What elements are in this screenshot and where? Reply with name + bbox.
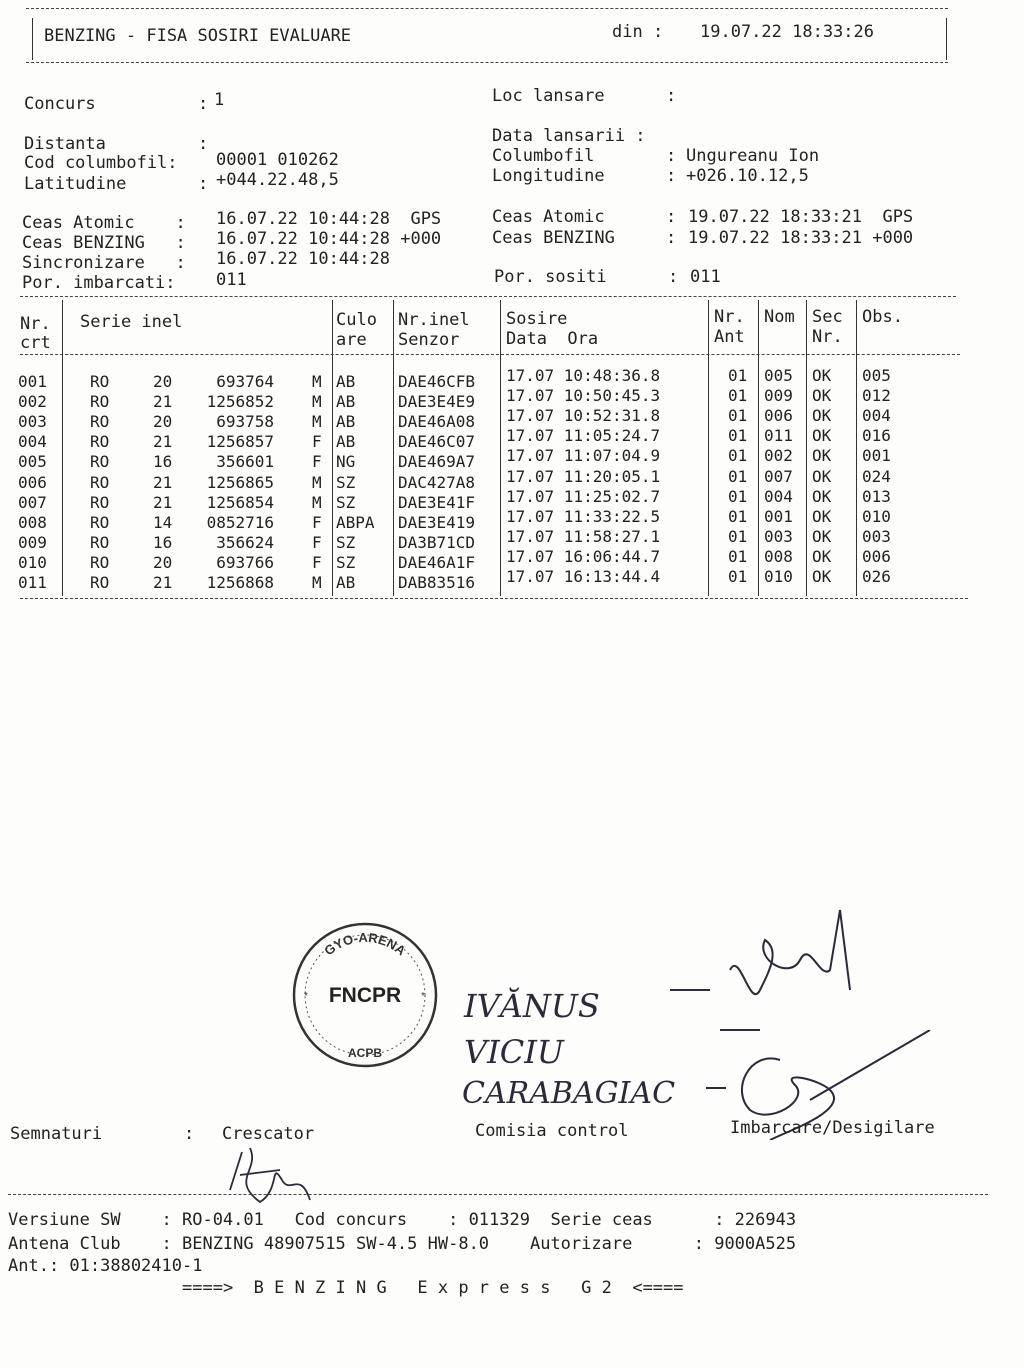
columbofil-value: Ungureanu Ion [686,146,820,166]
cell-sec: OK [812,406,832,426]
handwritten-name-1: IVĂNUS [464,987,600,1025]
cell-culoare: SZ [336,492,356,512]
cell-nom: 007 [764,466,793,486]
cell-ant: 01 [728,366,748,385]
loc-lansare-label: Loc lansare : [492,86,677,106]
crescator-label: Crescator [222,1124,315,1144]
cell-sec: OK [812,366,832,385]
cell-inel: 1256865 [206,472,274,492]
latitudine-value: +044.22.48,5 [216,170,339,190]
cell-tara: RO [90,432,110,452]
cell-inel: 1256868 [206,573,274,592]
cell-inel: 1256857 [206,432,274,452]
cell-ant: 01 [728,546,748,566]
cell-ant: 01 [728,526,748,546]
header-culo: Culo [336,310,377,330]
cell-crt: 002 [18,392,47,412]
cell-sec: OK [812,567,832,586]
cell-crt: 007 [18,492,47,512]
table-top-border [20,296,956,297]
cell-sosire: 17.07 11:20:05.1 [506,466,661,486]
cell-culoare: AB [336,573,356,592]
cell-sosire: 17.07 11:25:02.7 [506,486,661,506]
header-nom: Nom [764,307,795,327]
col-sep-7 [806,300,807,596]
por-sositi-value: 011 [690,267,721,287]
cell-nom: 010 [764,567,793,586]
cell-inel: 693758 [216,412,274,432]
sincronizare-value: 16.07.22 10:44:28 [216,249,390,269]
fncpr-stamp [290,920,440,1070]
table-header-border [20,354,960,355]
cell-an: 21 [153,492,173,512]
col-sep-5 [708,300,709,596]
comisia-label: Comisia control [475,1121,629,1141]
longitudine-value: +026.10.12,5 [686,166,809,186]
cell-inel: 1256852 [206,392,274,412]
footer-ant: Ant.: 01:38802410-1 [8,1256,203,1276]
header-nr-ant-2: Ant [714,327,745,347]
cell-nom: 003 [764,526,793,546]
cell-senzor: DAE3E419 [398,512,476,532]
cell-crt: 008 [18,512,47,532]
cell-sec: OK [812,506,832,526]
imbarcare-label: Imbarcare/Desigilare [730,1118,935,1138]
cell-sosire: 17.07 11:33:22.5 [506,506,661,526]
cell-sosire: 17.07 11:07:04.9 [506,446,661,466]
signature-1-icon [660,890,880,1050]
cell-sex: F [312,512,322,532]
cell-an: 20 [153,372,173,391]
header-data-ora: Data Ora [506,329,599,349]
cell-sosire: 17.07 10:50:45.3 [506,386,661,406]
col-sep-1 [62,300,63,596]
cell-obs: 024 [862,466,891,486]
stamp-center-text: FNCPR [328,984,402,1007]
cell-sosire: 17.07 11:05:24.7 [506,426,661,446]
cell-inel: 693766 [216,552,274,572]
longitudine-label: Longitudine : [492,166,677,186]
cell-senzor: DAB83516 [398,573,476,592]
header-sec-1: Sec [812,307,843,327]
header-senzor: Senzor [398,330,460,350]
header-bottom-border [26,62,948,63]
cell-culoare: AB [336,392,356,412]
cell-sec: OK [812,386,832,406]
cell-senzor: DAE469A7 [398,452,476,472]
col-sep-3 [393,300,394,596]
cell-sex: M [312,472,322,492]
cell-sex: F [312,532,322,552]
cell-crt: 009 [18,532,47,552]
cell-sosire: 17.07 10:48:36.8 [506,366,661,385]
cell-crt: 006 [18,472,47,492]
cell-inel: 356601 [216,452,274,472]
cell-culoare: AB [336,372,356,391]
cell-nom: 006 [764,406,793,426]
cell-sec: OK [812,526,832,546]
cell-ant: 01 [728,406,748,426]
signature-3-icon [220,1140,340,1210]
cell-an: 21 [153,573,173,592]
cell-crt: 010 [18,552,47,572]
header-are: are [336,330,367,350]
cell-obs: 001 [862,446,891,466]
cell-an: 16 [153,452,173,472]
header-right-border [946,18,947,60]
cell-ant: 01 [728,386,748,406]
cell-sex: F [312,432,322,452]
col-sep-4 [500,300,501,596]
table-bottom-border [20,598,968,599]
handwritten-name-3: CARABAGIAC [462,1076,676,1111]
cell-obs: 013 [862,486,891,506]
cell-senzor: DAE3E41F [398,492,476,512]
cell-sex: M [312,492,322,512]
footer-versiune: Versiune SW : RO-04.01 Cod concurs : 011329 Serie ceas : 226943 [8,1210,797,1230]
ceas-atomic-start-label: Ceas Atomic : [22,213,186,233]
header-nr-inel: Nr.inel [398,310,470,330]
stamp-bottom-text: ACPB [347,1046,383,1060]
cell-culoare: NG [336,452,356,472]
cell-ant: 01 [728,446,748,466]
cell-ant: 01 [728,426,748,446]
cell-nom: 001 [764,506,793,526]
cell-sosire: 17.07 10:52:31.8 [506,406,661,426]
cell-obs: 016 [862,426,891,446]
data-lansarii-label: Data lansarii : [492,126,646,146]
cell-obs: 004 [862,406,891,426]
cell-tara: RO [90,573,110,592]
ceas-benzing-end-value: 19.07.22 18:33:21 +000 [688,228,914,248]
por-sositi-label: Por. sositi : [494,267,679,287]
cell-sex: F [312,452,322,472]
cell-an: 16 [153,532,173,552]
latitudine-label: Latitudine : [24,174,209,194]
cell-nom: 004 [764,486,793,506]
din-value: 19.07.22 18:33:26 [700,22,874,42]
header-left-border [32,18,33,60]
cell-culoare: AB [336,432,356,452]
cell-culoare: ABPA [336,512,375,532]
cell-ant: 01 [728,567,748,586]
ceas-benzing-start-value: 16.07.22 10:44:28 +000 [216,229,442,249]
din-label: din : [612,22,664,42]
cell-tara: RO [90,412,110,432]
cell-tara: RO [90,532,110,552]
cell-nom: 008 [764,546,793,566]
cell-obs: 026 [862,567,891,586]
col-sep-6 [758,300,759,596]
cell-tara: RO [90,472,110,492]
cell-inel: 0852716 [206,512,274,532]
cell-crt: 011 [18,573,47,592]
cell-culoare: SZ [336,472,356,492]
cell-inel: 693764 [216,372,274,391]
handwritten-name-2: VICIU [464,1033,564,1071]
cell-sosire: 17.07 16:13:44.4 [506,567,661,586]
cell-nom: 011 [764,426,793,446]
header-sosire: Sosire [506,309,568,329]
cell-an: 21 [153,432,173,452]
cell-obs: 012 [862,386,891,406]
cell-nom: 005 [764,366,793,385]
cell-senzor: DA3B71CD [398,532,476,552]
stamp-star-left-icon: * [304,991,308,1002]
cell-senzor: DAE3E4E9 [398,392,476,412]
concurs-label: Concurs : [24,94,209,114]
cell-culoare: SZ [336,552,356,572]
cell-tara: RO [90,392,110,412]
cell-crt: 003 [18,412,47,432]
cell-an: 21 [153,392,173,412]
cell-senzor: DAE46A08 [398,412,476,432]
header-crt: crt [20,333,51,353]
cell-senzor: DAE46A1F [398,552,476,572]
cell-tara: RO [90,492,110,512]
cell-culoare: SZ [336,532,356,552]
cell-sec: OK [812,546,832,566]
cell-crt: 001 [18,372,47,391]
cell-an: 20 [153,552,173,572]
cell-tara: RO [90,552,110,572]
col-sep-2 [332,300,333,596]
cell-sec: OK [812,466,832,486]
cell-nom: 009 [764,386,793,406]
concurs-value: 1 [214,90,225,110]
cell-inel: 1256854 [206,492,274,512]
cell-nom: 002 [764,446,793,466]
header-obs: Obs. [862,307,903,327]
cell-obs: 010 [862,506,891,526]
cell-sex: M [312,392,322,412]
ceas-atomic-start-value: 16.07.22 10:44:28 GPS [216,209,442,229]
cell-obs: 005 [862,366,891,385]
cell-sosire: 17.07 11:58:27.1 [506,526,661,546]
header-serie-inel: Serie inel [80,312,183,332]
ceas-atomic-end-label: Ceas Atomic : [492,207,677,227]
cell-an: 20 [153,412,173,432]
cell-ant: 01 [728,506,748,526]
header-nr-ant-1: Nr. [714,307,745,327]
footer-antena: Antena Club : BENZING 48907515 SW-4.5 HW-8.0 Autorizare : 9000A525 [8,1234,797,1254]
footer-border [8,1194,988,1195]
cell-sex: M [312,412,322,432]
cell-sosire: 17.07 16:06:44.7 [506,546,661,566]
cell-sec: OK [812,446,832,466]
por-imbarcati-label: Por. imbarcati: [22,273,176,293]
header-top-border [26,8,948,9]
footer-banner: ====> B E N Z I N G E x p r e s s G 2 <==== [182,1278,684,1298]
cell-senzor: DAC427A8 [398,472,476,492]
stamp-star-right-icon: * [421,991,425,1002]
sincronizare-label: Sincronizare : [22,253,186,273]
cell-tara: RO [90,372,110,391]
columbofil-label: Columbofil : [492,146,677,166]
col-sep-8 [856,300,857,596]
cell-ant: 01 [728,486,748,506]
cell-senzor: DAE46C07 [398,432,476,452]
por-imbarcati-value: 011 [216,270,247,290]
stamp-top-text: GYO-ARENA [321,929,409,959]
semnaturi-label: Semnaturi : [10,1124,195,1144]
cell-inel: 356624 [216,532,274,552]
cell-culoare: AB [336,412,356,432]
cell-tara: RO [90,512,110,532]
cell-sec: OK [812,426,832,446]
cell-obs: 003 [862,526,891,546]
cell-an: 21 [153,472,173,492]
cell-an: 14 [153,512,173,532]
cell-crt: 004 [18,432,47,452]
report-title: BENZING - FISA SOSIRI EVALUARE [44,26,352,46]
cod-columbofil-value: 00001 010262 [216,150,339,170]
cod-columbofil-label: Cod columbofil: [24,153,178,173]
cell-obs: 006 [862,546,891,566]
cell-ant: 01 [728,466,748,486]
cell-crt: 005 [18,452,47,472]
cell-senzor: DAE46CFB [398,372,476,391]
cell-sex: M [312,573,322,592]
cell-sec: OK [812,486,832,506]
ceas-benzing-end-label: Ceas BENZING : [492,228,677,248]
distanta-label: Distanta : [24,134,209,154]
header-nr: Nr. [20,314,51,334]
ceas-atomic-end-value: 19.07.22 18:33:21 GPS [688,207,914,227]
header-sec-2: Nr. [812,327,843,347]
cell-tara: RO [90,452,110,472]
ceas-benzing-start-label: Ceas BENZING : [22,233,186,253]
cell-sex: F [312,552,322,572]
cell-sex: M [312,372,322,391]
